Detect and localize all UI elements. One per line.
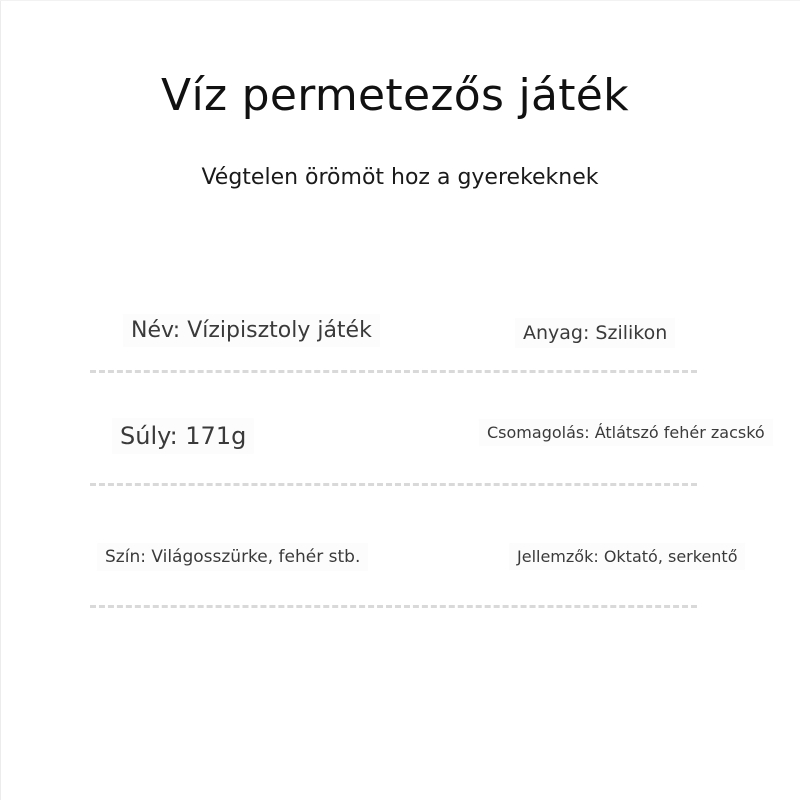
frame-top	[0, 0, 800, 1]
spec-color: Szín: Világosszürke, fehér stb.	[97, 543, 368, 571]
spec-weight: Súly: 171g	[112, 418, 254, 454]
divider	[90, 370, 697, 373]
spec-material: Anyag: Szilikon	[515, 318, 675, 348]
spec-features: Jellemzők: Oktató, serkentő	[509, 543, 745, 570]
page-title: Víz permetezős játék	[161, 70, 629, 121]
spec-name: Név: Vízipisztoly játék	[123, 314, 380, 347]
divider	[90, 483, 697, 486]
divider	[90, 605, 697, 608]
page-subtitle: Végtelen örömöt hoz a gyerekeknek	[201, 165, 599, 190]
spec-packaging: Csomagolás: Átlátszó fehér zacskó	[479, 419, 773, 446]
